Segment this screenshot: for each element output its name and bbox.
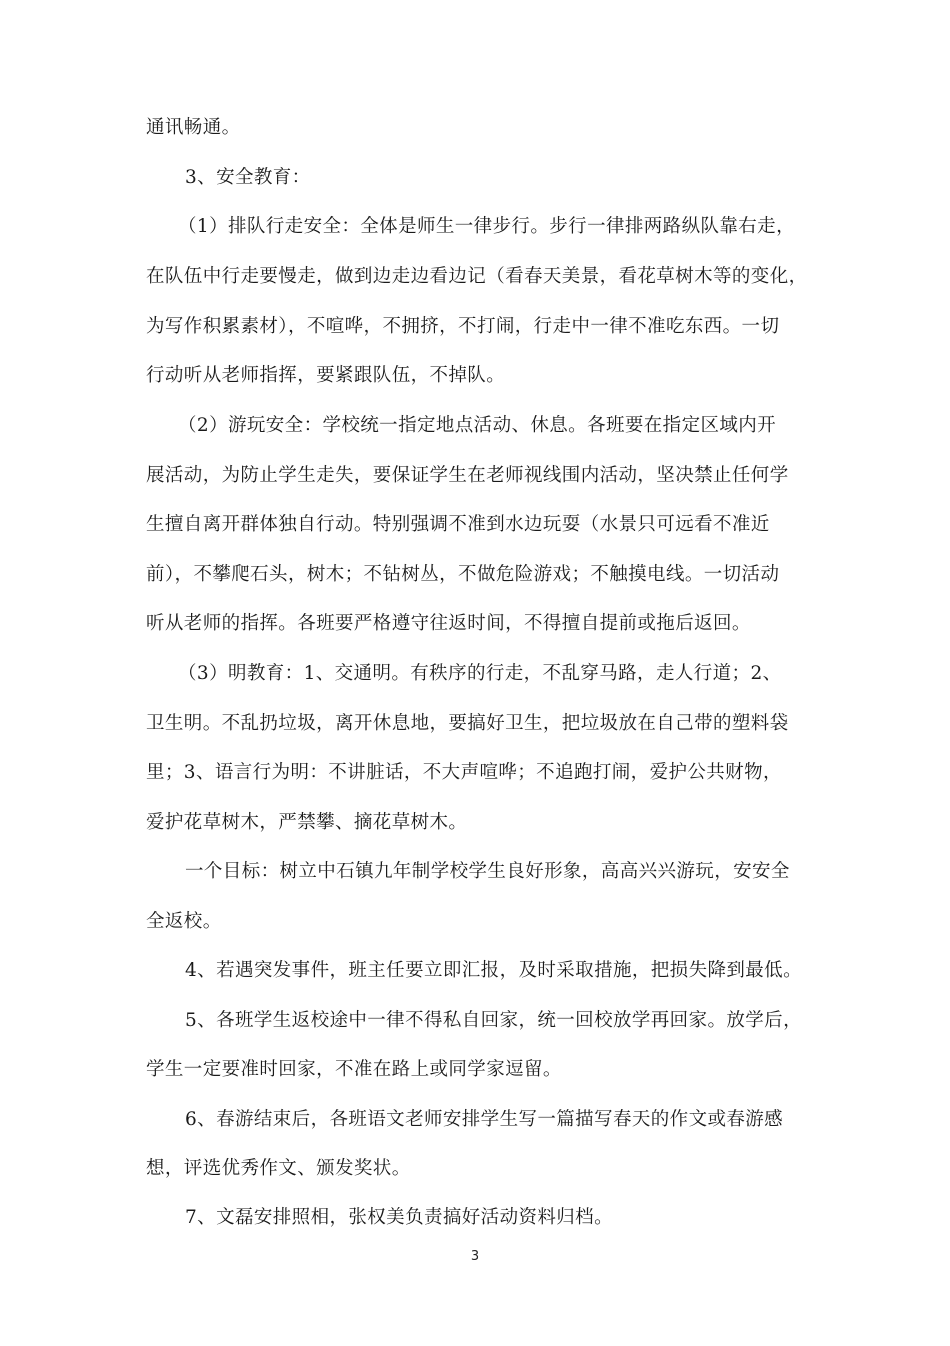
- text-line: 前），不攀爬石头，树木；不钻树丛，不做危险游戏；不触摸电线。一切活动: [146, 564, 780, 585]
- text-line: 一个目标：树立中石镇九年制学校学生良好形象，高高兴兴游玩，安安全: [185, 861, 790, 882]
- text-line: 听从老师的指挥。各班要严格遵守往返时间，不得擅自提前或拖后返回。: [146, 613, 751, 634]
- text-line: 7、文磊安排照相，张权美负责搞好活动资料归档。: [185, 1207, 613, 1228]
- text-line: （1）排队行走安全：全体是师生一律步行。步行一律排两路纵队靠右走，: [178, 216, 795, 237]
- page-number: 3: [470, 1249, 480, 1264]
- text-line: 全返校。: [146, 911, 222, 932]
- text-line: （3）明教育：1、交通明。有秩序的行走，不乱穿马路，走人行道；2、: [178, 663, 782, 684]
- text-line: 里；3、语言行为明：不讲脏话，不大声喧哗；不追跑打闹，爱护公共财物，: [146, 762, 782, 783]
- text-line: 行动听从老师指挥，要紧跟队伍，不掉队。: [146, 365, 506, 386]
- section-heading: 3、安全教育：: [185, 167, 311, 188]
- text-line: （2）游玩安全：学校统一指定地点活动、休息。各班要在指定区域内开: [178, 415, 777, 436]
- text-line: 展活动，为防止学生走失，要保证学生在老师视线围内活动，坚决禁止任何学: [146, 465, 789, 486]
- text-line: 想，评选优秀作文、颁发奖状。: [146, 1158, 411, 1179]
- text-line: 为写作积累素材），不喧哗，不拥挤，不打闹，行走中一律不准吃东西。一切: [146, 316, 780, 337]
- text-line: 通讯畅通。: [146, 117, 241, 138]
- text-line: 在队伍中行走要慢走，做到边走边看边记（看春天美景，看花草树木等的变化，: [146, 266, 808, 287]
- text-line: 5、各班学生返校途中一律不得私自回家，统一回校放学再回家。放学后，: [185, 1010, 802, 1031]
- text-line: 卫生明。不乱扔垃圾，离开休息地，要搞好卫生，把垃圾放在自己带的塑料袋: [146, 713, 789, 734]
- text-line: 学生一定要准时回家，不准在路上或同学家逗留。: [146, 1059, 562, 1080]
- text-line: 爱护花草树木，严禁攀、摘花草树木。: [146, 812, 468, 833]
- text-line: 4、若遇突发事件，班主任要立即汇报，及时采取措施，把损失降到最低。: [185, 960, 802, 981]
- text-line: 6、春游结束后，各班语文老师安排学生写一篇描写春天的作文或春游感: [185, 1109, 784, 1130]
- text-line: 生擅自离开群体独自行动。特别强调不准到水边玩耍（水景只可远看不准近: [146, 514, 770, 535]
